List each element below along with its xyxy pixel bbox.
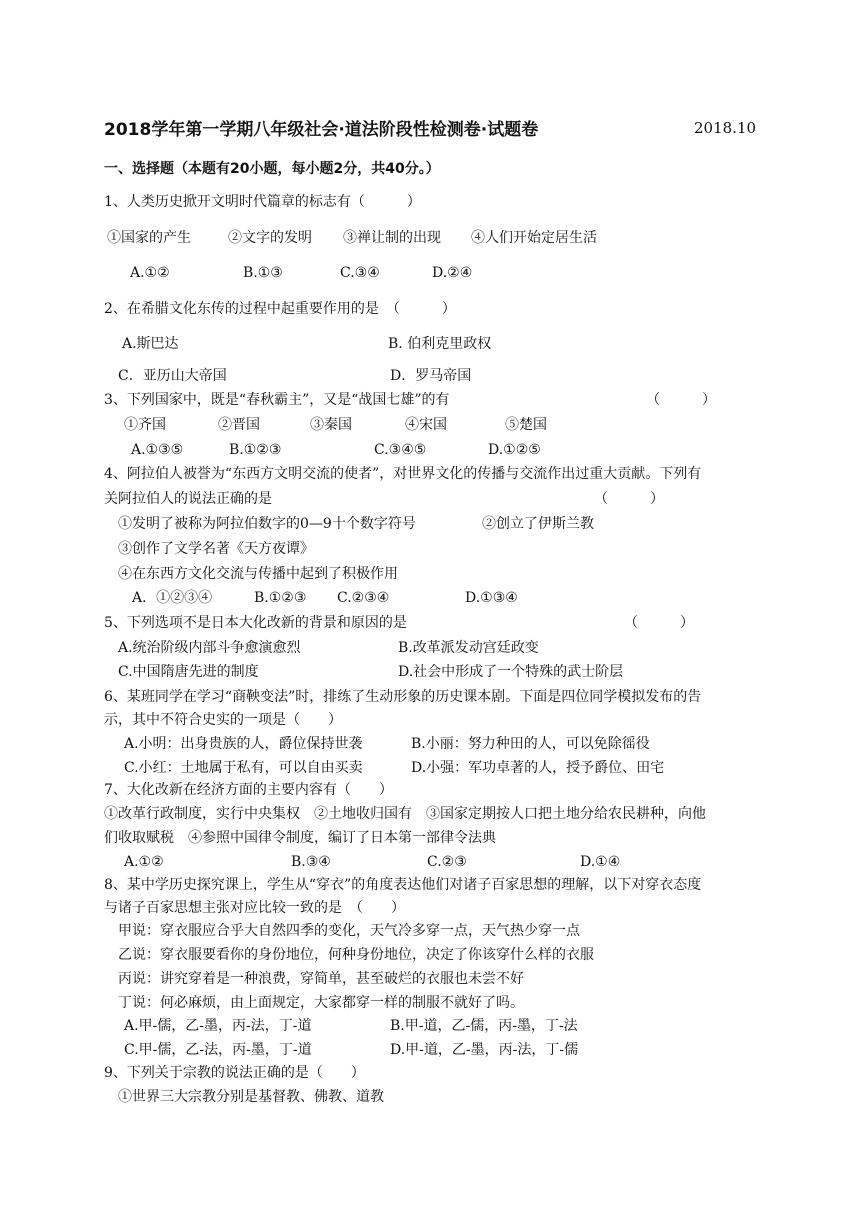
q3-item-2: ②晋国 xyxy=(218,417,260,433)
q3-option-c: C.③④⑤ xyxy=(374,442,427,458)
q6-option-a: A.小明：出身贵族的人，爵位保持世袭 xyxy=(124,736,363,752)
q4-option-d: D.①③④ xyxy=(465,590,518,606)
question-8-stem-line-1: 8、某中学历史探究课上，学生从“穿衣”的角度表达他们对诸子百家思想的理解，以下对穿衣态度 xyxy=(104,877,702,893)
q3-option-a: A.①③⑤ xyxy=(131,442,184,458)
question-4-stem-line-2: 关阿拉伯人的说法正确的是 xyxy=(104,491,272,507)
q1-item-2: ②文字的发明 xyxy=(228,230,312,246)
question-7-stem: 7、大化改新在经济方面的主要内容有（ ） xyxy=(104,782,393,798)
q9-item-1: ①世界三大宗教分别是基督教、佛教、道教 xyxy=(118,1089,384,1105)
q8-statement-jia: 甲说：穿衣服应合乎大自然四季的变化，天气冷多穿一点，天气热少穿一点 xyxy=(118,923,580,939)
question-9-stem: 9、下列关于宗教的说法正确的是（ ） xyxy=(104,1065,365,1081)
q7-items-line-2: 们收取赋税 ④参照中国律令制度，编订了日本第一部律令法典 xyxy=(104,830,496,846)
q2-option-a: A.斯巴达 xyxy=(122,336,179,352)
q6-option-d: D.小强：军功卓著的人，授予爵位、田宅 xyxy=(411,760,665,776)
q1-option-b: B.①③ xyxy=(243,265,283,281)
q4-item-2: ②创立了伊斯兰教 xyxy=(482,516,594,532)
document-date: 2018.10 xyxy=(694,119,757,137)
q7-items-line-1: ①改革行政制度，实行中央集权 ②土地收归国有 ③国家定期按人口把土地分给农民耕种，向他 xyxy=(104,806,706,822)
q5-option-c: C.中国隋唐先进的制度 xyxy=(118,664,259,680)
q7-option-b: B.③④ xyxy=(291,854,331,870)
question-1-stem: 1、人类历史掀开文明时代篇章的标志有（ ） xyxy=(104,194,421,210)
q4-item-1: ①发明了被称为阿拉伯数字的0—9十个数字符号 xyxy=(118,516,416,532)
q1-item-3: ③禅让制的出现 xyxy=(343,230,441,246)
q4-option-a: A．①②③④ xyxy=(132,590,213,606)
q3-option-d: D.①②⑤ xyxy=(488,442,541,458)
q2-option-b: B. 伯利克里政权 xyxy=(388,336,492,352)
q4-item-3: ③创作了文学名著《天方夜谭》 xyxy=(118,541,314,557)
question-5-stem: 5、下列选项不是日本大化改新的背景和原因的是 xyxy=(104,615,407,631)
q7-option-c: C.②③ xyxy=(427,854,467,870)
q3-item-5: ⑤楚国 xyxy=(505,417,547,433)
q8-statement-bing: 丙说：讲究穿着是一种浪费，穿简单，甚至破烂的衣服也未尝不好 xyxy=(118,971,524,987)
question-2-stem: 2、在希腊文化东传的过程中起重要作用的是 （ ） xyxy=(104,301,456,317)
q8-option-d: D.甲-道，乙-墨，丙-法，丁-儒 xyxy=(390,1042,579,1058)
q1-option-c: C.③④ xyxy=(340,265,380,281)
q6-option-c: C.小红：土地属于私有，可以自由买卖 xyxy=(124,760,363,776)
section-heading: 一、选择题（本题有20小题，每小题2分，共40分。） xyxy=(104,161,440,177)
q3-item-1: ①齐国 xyxy=(124,417,166,433)
q8-option-b: B.甲-道，乙-儒，丙-墨，丁-法 xyxy=(390,1018,578,1034)
q7-option-d: D.①④ xyxy=(580,854,621,870)
document-title: 2018学年第一学期八年级社会·道法阶段性检测卷·试题卷 xyxy=(104,120,539,140)
q1-item-1: ①国家的产生 xyxy=(107,230,191,246)
q8-statement-ding: 丁说：何必麻烦，由上面规定，大家都穿一样的制服不就好了吗。 xyxy=(118,995,524,1011)
q4-answer-paren: （ ） xyxy=(594,491,664,507)
question-4-stem-line-1: 4、阿拉伯人被誉为“东西方文明交流的使者”，对世界文化的传播与交流作出过重大贡献。下列有 xyxy=(104,466,702,482)
q7-option-a: A.①② xyxy=(124,854,164,870)
q1-item-4: ④人们开始定居生活 xyxy=(471,230,597,246)
q4-item-4: ④在东西方文化交流与传播中起到了积极作用 xyxy=(118,566,398,582)
q3-item-4: ④宋国 xyxy=(405,417,447,433)
q8-option-c: C.甲-儒，乙-法，丙-墨，丁-道 xyxy=(124,1042,312,1058)
q8-option-a: A.甲-儒，乙-墨，丙-法，丁-道 xyxy=(124,1018,312,1034)
question-3-stem: 3、下列国家中，既是“春秋霸主”，又是“战国七雄”的有 xyxy=(104,392,450,408)
q3-item-3: ③秦国 xyxy=(310,417,352,433)
q3-answer-paren: （ ） xyxy=(646,392,716,408)
q5-option-d: D.社会中形成了一个特殊的武士阶层 xyxy=(398,664,624,680)
q8-statement-yi: 乙说：穿衣服要看你的身份地位，何种身份地位，决定了你该穿什么样的衣服 xyxy=(118,947,594,963)
q5-answer-paren: （ ） xyxy=(624,615,694,631)
q5-option-b: B.改革派发动宫廷政变 xyxy=(398,640,539,656)
q4-option-c: C.②③④ xyxy=(337,590,390,606)
q6-option-b: B.小丽：努力种田的人，可以免除徭役 xyxy=(411,736,650,752)
q1-option-a: A.①② xyxy=(130,265,170,281)
q3-option-b: B.①②③ xyxy=(229,442,282,458)
question-6-stem-line-2: 示，其中不符合史实的一项是（ ） xyxy=(104,712,342,728)
q1-option-d: D.②④ xyxy=(432,265,473,281)
q2-option-c: C．亚历山大帝国 xyxy=(118,368,227,384)
question-6-stem-line-1: 6、某班同学在学习“商鞅变法”时，排练了生动形象的历史课本剧。下面是四位同学模拟发布的告 xyxy=(104,689,702,705)
q5-option-a: A.统治阶级内部斗争愈演愈烈 xyxy=(118,640,301,656)
q2-option-d: D．罗马帝国 xyxy=(390,368,472,384)
question-8-stem-line-2: 与诸子百家思想主张对应比较一致的是 （ ） xyxy=(104,900,405,916)
q4-option-b: B.①②③ xyxy=(254,590,307,606)
